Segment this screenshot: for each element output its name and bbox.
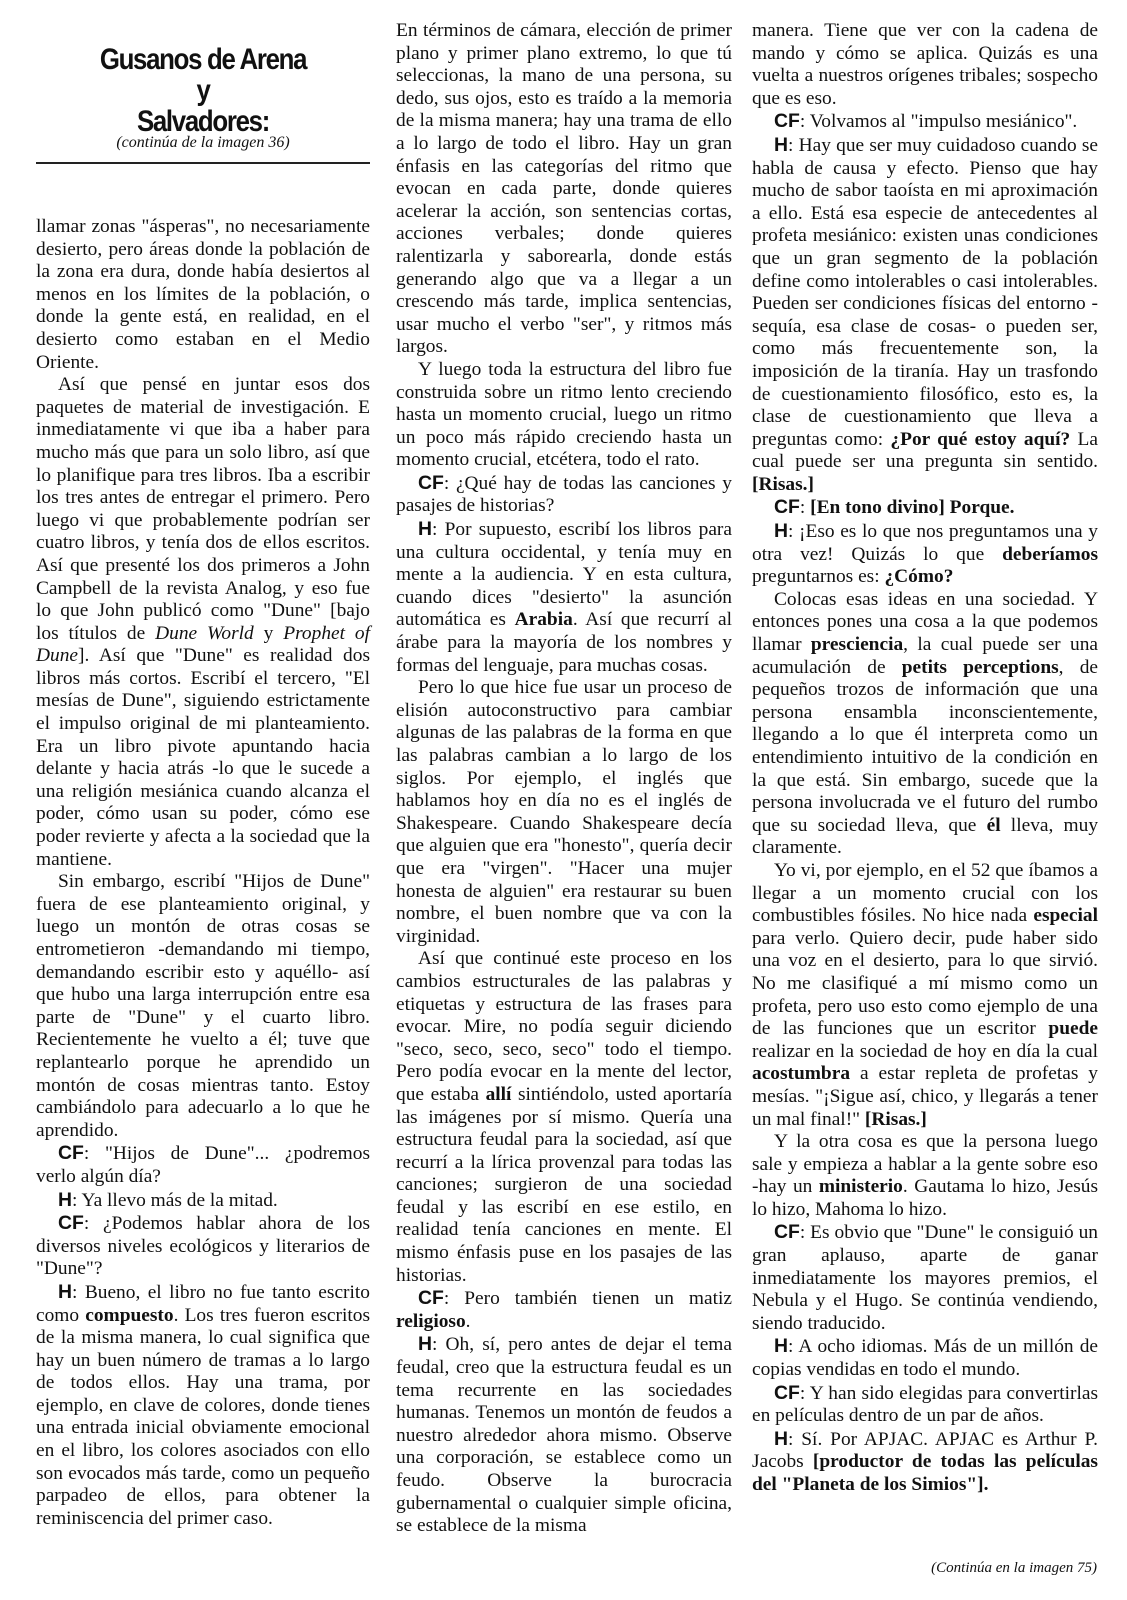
text-run: . Así que recurrí al árabe para la mayoría de los nombres y formas del lenguaje, para muchas cosas. [396,609,732,676]
text-run: Y la otra cosa es que la persona luego sale y empieza a hablar a la gente sobre eso -hay un [752,1131,1098,1198]
text-run: La cual puede ser una pregunta sin sentido. [752,428,1098,473]
paragraph [36,1281,370,1531]
headline-divider [36,162,370,164]
text-run: : ¿Podemos hablar ahora de los diversos niveles ecológicos y literarios de "Dune"? [36,1213,370,1280]
text-run: y [253,622,284,644]
speaker-label: CF [58,1142,84,1165]
paragraph [396,677,732,948]
speaker-label: H [774,1427,789,1450]
bold-text: puede [1048,1018,1098,1040]
text-run: : A ocho idiomas. Más de un millón de copias vendidas en todo el mundo. [752,1336,1098,1381]
bold-text: Arabia [514,609,573,631]
paragraph [752,110,1098,134]
text-run: realizar en la sociedad de hoy en día la cual [752,1040,1098,1062]
paragraph [752,496,1098,520]
bold-text: deberíamos [1002,543,1098,565]
continued-from-note: (continúa de la imagen 36) [116,134,290,151]
speaker-label: CF [58,1212,84,1235]
speaker-label: H [774,1335,789,1358]
text-run: : Bueno, el libro no fue tanto escrito como [36,1281,370,1326]
bold-text: allí [485,1083,512,1105]
bold-text: especial [1033,905,1098,927]
paragraph [36,1212,370,1281]
paragraph [752,20,1098,110]
speaker-label: H [418,518,433,541]
text-run: : Es obvio que "Dune" le consiguió un gran aplauso, aparte de ganar inmediatamente los mayores premios, el Nebula y el Hugo. Se continúa vendiendo, siendo traducido. [752,1222,1098,1334]
text-run: , la cual puede ser una acumulación de [752,634,1098,678]
text-run: En términos de cámara, elección de primer plano y primer plano extremo, lo que tú seleccionas, la mano de una persona, su dedo, sus ojos, esto es traído a la memoria de la misma manera; hay una trama de ello a lo largo de todo el libro. Hay un gran énfasis en las categorías del ritmo que evocan en cada parte, donde quieres acelerar la acción, son sentencias cortas, acciones verbales; donde quieres ralentizarla y saborearla, donde estás generando algo que va a llegar a un crescendo más tarde, implica sentencias, usar mucho el verbo "ser", y ritmos más largos. [396,20,732,358]
text-run: sintiéndolo, usted aportaría las imágenes por sí mismo. Quería una estructura feudal para la sociedad, así que recurrí a la lírica provenzal para todas las canciones; surgieron de una sociedad feudal y las escribí en ese estilo, en realidad tenía canciones en mente. El mismo énfasis puse en los pasajes de las historias. [396,1083,732,1286]
bold-text: [Risas.] [864,1108,927,1130]
bold-text: [productor de todas las películas del "Planeta de los Simios"]. [752,1451,1098,1495]
paragraph [752,1221,1098,1335]
text-run: preguntarnos es: [752,566,885,588]
paragraph [396,20,732,359]
bold-text: acostumbra [752,1063,851,1085]
continued-to-note: (Continúa en la imagen 75) [931,1560,1097,1576]
speaker-label: CF [774,1381,800,1404]
text-run: lleva, muy claramente. [752,814,1099,859]
paragraph [752,589,1098,860]
speaker-label: H [418,1333,433,1356]
paragraph [396,948,732,1287]
text-run: Así que pensé en juntar esos dos paquetes de material de investigación. E inmediatamente vi que iba a haber para mucho más que para un solo libro, así que lo planifique para tres libros. Iba a escribir los tres antes de entregar el primero. Pero luego vi que probablemente podrían ser cuatro libros, y tenía dos de ellos escritos. Así que presenté los dos primeros a John Campbell de la revista Analog, y eso fue lo que John publicó como "Dune" [bajo los títulos de [36,374,370,644]
paragraph [36,374,370,871]
speaker-label: H [774,133,789,156]
paragraph [752,1131,1098,1221]
bold-text: ministerio [818,1176,903,1198]
bold-text: petits perceptions [901,656,1059,678]
speaker-label: CF [774,1221,800,1244]
paragraph [752,860,1098,1131]
speaker-label: H [774,520,789,543]
text-run: manera. Tiene que ver con la cadena de mando y cómo se aplica. Quizás es una vuelta a nuestros orígenes tribales; sospecho que es eso. [752,20,1098,109]
paragraph [752,1428,1098,1497]
article-headline [59,44,346,137]
text-run: . Los tres fueron escritos de la misma manera, lo cual significa que hay un buen número de tramas a lo largo de todos ellos. Hay una trama, por ejemplo, en clave de colores, donde tienes una entrada inicial obviamente emocional en el libro, los colores asociados con ello son evocados más tarde, como un pequeño parpadeo de ellos, para obtener la reminiscencia del primer caso. [36,1304,370,1529]
headline-line-2: y [196,74,210,107]
text-run: . Gautama lo hizo, Jesús lo hizo, Mahoma lo hizo. [752,1176,1098,1220]
text-run: ]. Así que "Dune" es realidad dos libros más cortos. Escribí el tercero, "El mesías de Dune", siguiendo estrictamente el impulso original de mi planteamiento. Era un libro pivote apuntando hacia delante y hacia atrás -lo que le sucede a una religión mesiánica cuando alcanza el poder, cómo usan su poder, cómo ese poder revierte y afecta a la sociedad que la mantiene. [36,645,370,870]
text-run: : "Hijos de Dune"... ¿podremos verlo algún día? [36,1143,370,1187]
speaker-label: CF [418,1287,444,1310]
text-column-1 [36,216,370,1530]
text-run: Yo vi, por ejemplo, en el 52 que íbamos a llegar a un momento crucial con los combustibles fósiles. No hice nada [752,859,1098,927]
paragraph [396,1333,732,1537]
speaker-label: CF [774,496,800,519]
headline-line-1: Gusanos de Arena [99,43,307,76]
text-run: : Sí. Por APJAC. APJAC es Arthur P. Jacobs [752,1428,1098,1473]
paragraph [752,134,1098,497]
text-column-3 [752,20,1098,1497]
text-run: para verlo. Quiero decir, pude haber sido una voz en el desierto, para lo que sirvió. No me clasifiqué a mí mismo como un profeta, pero uso esto como ejemplo de una de las funciones que un escritor [752,927,1098,1040]
text-run: Sin embargo, escribí "Hijos de Dune" fuera de ese planteamiento original, y luego un montón de otras cosas se entrometieron -demandando mi tiempo, demandando escribir esto y aquéllo- así que hubo una larga interrupción entre esa parte de "Dune" y el cuarto libro. Recientemente he vuelto a él; tuve que replantearlo porque he aprendido un montón de cosas mientras tanto. Estoy cambiándolo para adecuarlo a lo que he aprendido. [36,871,370,1141]
paragraph [752,520,1098,589]
paragraph [36,216,370,374]
bold-text: [Risas.] [752,473,814,495]
text-run: : ¿Qué hay de todas las canciones y pasajes de historias? [396,472,732,517]
bold-text: ¿Cómo? [884,566,954,588]
text-run: a estar repleta de profetas y mesías. "¡Sigue así, chico, y llegarás a tener un mal final!" [752,1063,1098,1130]
paragraph [36,1189,370,1213]
paragraph [36,871,370,1142]
paragraph [36,1142,370,1188]
text-run: Pero lo que hice fue usar un proceso de elisión autoconstructivo para cambiar algunas de las palabras de la forma en que las palabras cambian a lo largo de los siglos. Por ejemplo, el inglés que hablamos hoy en día no es el inglés de Shakespeare. Cuando Shakespeare decía que alguien que era "honesto", quería decir que era "virgen". "Hacer una mujer honesta de alguien" era restaurar su buen nombre, el buen nombre que va con la virginidad. [396,677,732,947]
text-run: Colocas esas ideas en una sociedad. Y entonces pones una cosa a la que podemos llamar [752,588,1098,656]
text-run: llamar zonas "ásperas", no necesariamente desierto, pero áreas donde la población de la zona era dura, donde había desiertos al menos en los límites de la población, o donde la gente está, en realidad, en el desierto como estaban en el Medio Oriente. [36,216,370,373]
paragraph [396,359,732,472]
text-run: : Volvamos al "impulso mesiánico". [799,111,1078,133]
speaker-label: H [58,1188,73,1211]
italic-text: Dune World [155,622,254,644]
text-run: : ¡Eso es lo que nos preguntamos una y otra vez! Quizás lo que [752,521,1098,565]
text-column-2 [396,20,732,1538]
text-run: : Pero también tienen un matiz [443,1288,732,1310]
italic-text: Prophet of Dune [36,622,371,667]
paragraph [752,1382,1098,1428]
text-run: Y luego toda la estructura del libro fue construida sobre un ritmo lento creciendo hasta un momento crucial, luego un ritmo un poco más rápido creciendo hasta un momento crucial, etcétera, todo el rato. [396,358,732,471]
paragraph [396,518,732,677]
bold-text: presciencia [810,634,904,656]
paragraph [396,472,732,518]
speaker-label: H [58,1280,73,1303]
bold-text: ¿Por qué estoy aquí? [890,428,1071,450]
text-run: : Ya llevo más de la mitad. [72,1189,278,1211]
headline-line-3: Salvadores: [136,105,270,138]
bold-text: [En tono divino] Porque. [810,497,1015,519]
text-run: : Por supuesto, escribí los libros para una cultura occidental, y tenía muy en mente a la audiencia. Y en esta cultura, cuando dices "desierto" la asunción automática es [396,519,732,631]
text-run: : Hay que ser muy cuidadoso cuando se habla de causa y efecto. Pienso que hay mucho de sabor taoísta en mi aproximación a ello. Está esa especie de antecedentes al profeta mesiánico: existen unas condiciones que un gran segmento de la población define como intolerables o casi intolerables. Pueden ser condiciones físicas del entorno -sequía, esa clase de cosas- o pueden ser, como más frecuentemente son, la imposición de la tiranía. Hay un trasfondo de cuestionamiento filosófico, esto es, la clase de cuestionamiento que lleva a preguntas como: [752,134,1098,450]
speaker-label: CF [774,110,800,133]
text-run: , de pequeños trozos de información que una persona ensambla inconscientemente, llegando a lo que él interpreta como un entendimiento intuitivo de la condición en la que está. Sin embargo, sucede que la persona involucrada ve el futuro del rumbo que su sociedad lleva, que [752,656,1099,836]
bold-text: religioso [396,1310,466,1332]
paragraph [396,1287,732,1333]
text-run: Así que continué este proceso en los cambios estructurales de las palabras y etiquetas y estructura de las frases para evocar. Mire, no podía seguir diciendo "seco, seco, seco, seco" todo el tiempo. Pero podía evocar en la mente del lector, que estaba [396,948,732,1105]
speaker-label: CF [418,471,444,494]
text-run: . [465,1310,471,1332]
paragraph [752,1335,1098,1381]
bold-text: compuesto [85,1304,174,1326]
text-run: : Oh, sí, pero antes de dejar el tema feudal, creo que la estructura feudal es un tema recurrente en las sociedades humanas. Tenemos un montón de feudos a nuestro alrededor ahora mismo. Observe una corporación, se establece como un feudo. Observe la burocracia gubernamental o cualquier simple oficina, se establece de la misma [396,1334,732,1537]
text-run: : Y han sido elegidas para convertirlas en películas dentro de un par de años. [752,1382,1098,1427]
bold-text: él [986,814,1001,836]
text-run: : [799,497,811,519]
